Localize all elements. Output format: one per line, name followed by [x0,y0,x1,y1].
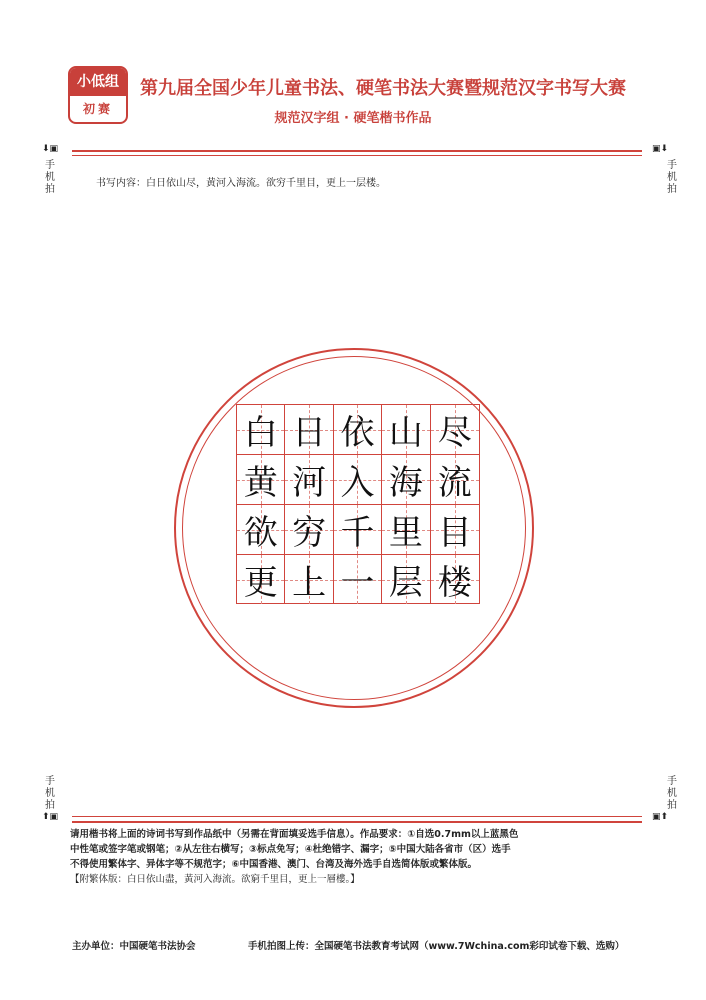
camera-mark-bottom-right [652,812,668,822]
camera-mark-top-right [652,144,668,154]
grid-cell: 更 [237,555,285,604]
grid-cell: 目 [431,505,479,555]
camera-label-bottom-left: 手机拍 [45,776,55,811]
notes-traditional: 【附繁体版：白日依山盡，黃河入海流。欲窮千里目，更上一層樓。】 [70,874,360,885]
arrow-up-icon: ⬆ [42,812,50,822]
page-subtitle: 规范汉字组 · 硬笔楷书作品 [274,111,432,126]
grid-cell: 河 [285,455,333,505]
page-title: 第九届全国少年儿童书法、硬笔书法大赛暨规范汉字书写大赛 [140,78,626,99]
group-label: 小低组 [70,68,126,96]
camera-mark-top-left [42,144,58,154]
camera-label-bottom-right: 手机拍 [667,776,677,811]
grid-cell: 一 [334,555,382,604]
arrow-up-icon: ⬆ [660,812,669,822]
grid-cell: 尽 [431,405,479,455]
top-rule-thin [72,155,642,156]
grid-cell: 穷 [285,505,333,555]
grid-cell: 黄 [237,455,285,505]
grid-cell: 欲 [237,505,285,555]
upload-info: 手机拍图上传：全国硬笔书法教育考试网（www.7Wchina.com彩印试卷下载、选购） [248,941,625,952]
camera-label-top-left: 手机拍 [45,160,55,195]
camera-icon: ▣ [652,144,661,154]
grid-cell: 千 [334,505,382,555]
grid-cell: 海 [382,455,430,505]
camera-icon: ▣ [49,144,59,154]
notes-line: 请用楷书将上面的诗词书写到作品纸中（另需在背面填妥选手信息）。作品要求：①自选0.7mm以上蓝黑色 [70,829,519,840]
grid-cell: 楼 [431,555,479,604]
camera-icon: ▣ [49,812,59,822]
camera-mark-bottom-left [42,812,58,822]
grid-cell: 日 [285,405,333,455]
bottom-rule-thin [72,816,642,817]
grid-cell: 依 [334,405,382,455]
camera-label-top-right: 手机拍 [667,160,677,195]
organizer: 主办单位：中国硬笔书法协会 [72,941,196,952]
grid-cell: 层 [382,555,430,604]
requirements-notes [70,827,640,887]
notes-line: 中性笔或签字笔或钢笔；②从左往右横写；③标点免写；④杜绝错字、漏字；⑤中国大陆各省市（区）选手 [70,844,511,855]
grid-cell: 上 [285,555,333,604]
top-rule [72,150,642,152]
grid-cell: 白 [237,405,285,455]
stage-label: 初赛 [82,102,113,116]
grid-cell: 里 [382,505,430,555]
arrow-down-icon: ⬇ [660,144,669,154]
camera-icon: ▣ [652,812,661,822]
grid-cell: 入 [334,455,382,505]
writing-content: 书写内容：白日依山尽，黄河入海流。欲穷千里目，更上一层楼。 [96,178,386,189]
calligraphy-grid [236,404,480,604]
bottom-rule [72,821,642,823]
notes-line: 不得使用繁体字、异体字等不规范字；⑥中国香港、澳门、台湾及海外选手自选简体版或繁体版。 [70,859,478,870]
grid-cell: 流 [431,455,479,505]
grid-cell: 山 [382,405,430,455]
arrow-down-icon: ⬇ [42,144,50,154]
